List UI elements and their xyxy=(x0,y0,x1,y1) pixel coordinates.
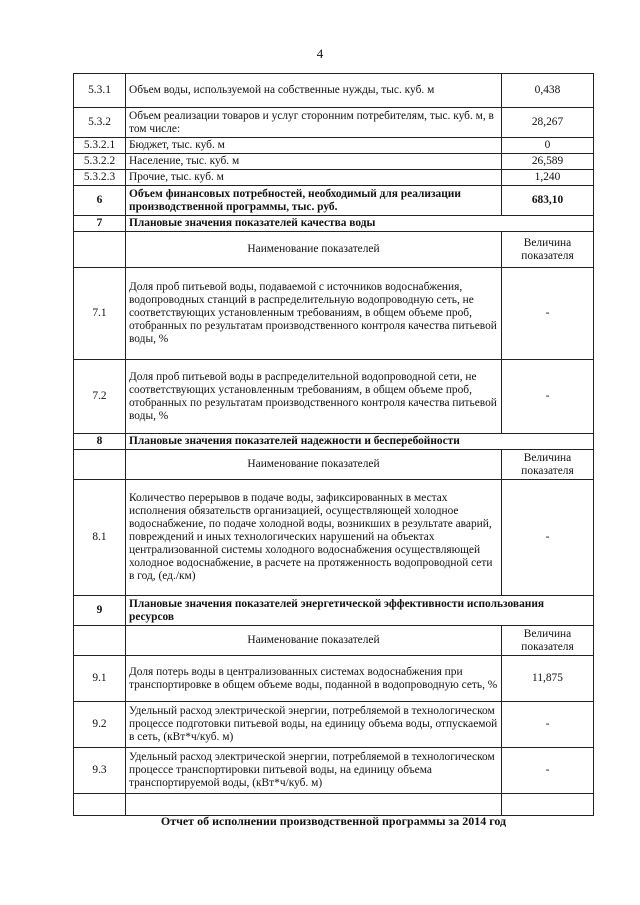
row-description: Доля потерь воды в централизованных системах водоснабжения при транспортировке в общем объеме воды, поданной в водопроводную сеть, % xyxy=(126,656,502,702)
column-header-row xyxy=(74,626,594,656)
header-value: Величина показателя xyxy=(502,232,594,268)
page-number: 4 xyxy=(316,46,324,61)
column-header-row xyxy=(74,450,594,480)
table-row xyxy=(74,170,594,186)
table-row xyxy=(74,154,594,170)
empty-cell xyxy=(502,794,594,816)
header-number-cell xyxy=(74,450,126,480)
table-row xyxy=(74,656,594,702)
header-name: Наименование показателей xyxy=(126,450,502,480)
section-row xyxy=(74,216,594,232)
row-description: Доля проб питьевой воды, подаваемой с источников водоснабжения, водопроводных станций в распределительную водопроводную сеть, не соответствующих установленным требованиям, в общем объеме проб, отобранных по результатам производственного контроля качества питьевой воды, % xyxy=(126,268,502,360)
row-value: - xyxy=(502,360,594,434)
row-description: Удельный расход электрической энергии, потребляемой в технологическом процессе подготовки питьевой воды, на единицу объема воды, отпускаемой в сеть, (кВт*ч/куб. м) xyxy=(126,702,502,748)
row-value: 1,240 xyxy=(502,170,594,186)
table-row xyxy=(74,480,594,596)
table-row xyxy=(74,108,594,138)
row-value: 683,10 xyxy=(502,186,594,216)
row-description: Объем воды, используемой на собственные нужды, тыс. куб. м xyxy=(126,74,502,108)
row-value: 26,589 xyxy=(502,154,594,170)
table-row xyxy=(74,74,594,108)
table-row xyxy=(74,138,594,154)
row-value: - xyxy=(502,702,594,748)
section-row xyxy=(74,596,594,626)
indicators-table xyxy=(73,73,594,816)
table-row xyxy=(74,186,594,216)
section-number: 8 xyxy=(74,434,126,450)
section-number: 7 xyxy=(74,216,126,232)
row-value: - xyxy=(502,748,594,794)
table-row xyxy=(74,702,594,748)
row-number: 5.3.2 xyxy=(74,108,126,138)
row-number: 6 xyxy=(74,186,126,216)
section-row xyxy=(74,434,594,450)
row-number: 9.1 xyxy=(74,656,126,702)
header-number-cell xyxy=(74,626,126,656)
section-number: 9 xyxy=(74,596,126,626)
row-value: - xyxy=(502,268,594,360)
row-number: 8.1 xyxy=(74,480,126,596)
empty-cell xyxy=(74,794,126,816)
row-description: Объем реализации товаров и услуг сторонним потребителям, тыс. куб. м, в том числе: xyxy=(126,108,502,138)
empty-cell xyxy=(126,794,502,816)
row-description: Количество перерывов в подаче воды, зафиксированных в местах исполнения обязательств организацией, осуществляющей холодное водоснабжение, по подаче холодной воды, возникших в результате аварий, повреждений и иных технологических нарушений на объектах централизованной системы холодного водоснабжения осуществляющей холодное водоснабжение, в расчете на протяженность водопроводной сети в год, (ед./км) xyxy=(126,480,502,596)
row-number: 5.3.1 xyxy=(74,74,126,108)
row-number: 7.2 xyxy=(74,360,126,434)
section-title: Плановые значения показателей качества воды xyxy=(126,216,594,232)
row-number: 7.1 xyxy=(74,268,126,360)
header-value: Величина показателя xyxy=(502,450,594,480)
header-name: Наименование показателей xyxy=(126,626,502,656)
header-value: Величина показателя xyxy=(502,626,594,656)
section-title: Плановые значения показателей надежности и бесперебойности xyxy=(126,434,594,450)
empty-row xyxy=(74,794,594,816)
row-value: 11,875 xyxy=(502,656,594,702)
table-row xyxy=(74,268,594,360)
row-description: Удельный расход электрической энергии, потребляемой в технологическом процессе транспортировки питьевой воды, на единицу объема транспортируемой воды, (кВт*ч/куб. м) xyxy=(126,748,502,794)
row-description: Прочие, тыс. куб. м xyxy=(126,170,502,186)
column-header-row xyxy=(74,232,594,268)
row-value: - xyxy=(502,480,594,596)
report-title: Отчет об исполнении производственной программы за 2014 год xyxy=(160,814,507,828)
table-row xyxy=(74,360,594,434)
row-number: 5.3.2.1 xyxy=(74,138,126,154)
row-number: 5.3.2.3 xyxy=(74,170,126,186)
section-title: Плановые значения показателей энергетической эффективности использования ресурсов xyxy=(126,596,594,626)
row-value: 0,438 xyxy=(502,74,594,108)
row-value: 28,267 xyxy=(502,108,594,138)
indicators-table-body xyxy=(74,74,594,816)
row-description: Доля проб питьевой воды в распределительной водопроводной сети, не соответствующих установленным требованиям, в общем объеме проб, отобранных по результатам производственного контроля качества питьевой воды, % xyxy=(126,360,502,434)
row-value: 0 xyxy=(502,138,594,154)
row-description: Население, тыс. куб. м xyxy=(126,154,502,170)
header-number-cell xyxy=(74,232,126,268)
row-number: 9.3 xyxy=(74,748,126,794)
row-description: Бюджет, тыс. куб. м xyxy=(126,138,502,154)
row-description: Объем финансовых потребностей, необходимый для реализации производственной программы, тыс. руб. xyxy=(126,186,502,216)
header-name: Наименование показателей xyxy=(126,232,502,268)
row-number: 5.3.2.2 xyxy=(74,154,126,170)
row-number: 9.2 xyxy=(74,702,126,748)
table-row xyxy=(74,748,594,794)
